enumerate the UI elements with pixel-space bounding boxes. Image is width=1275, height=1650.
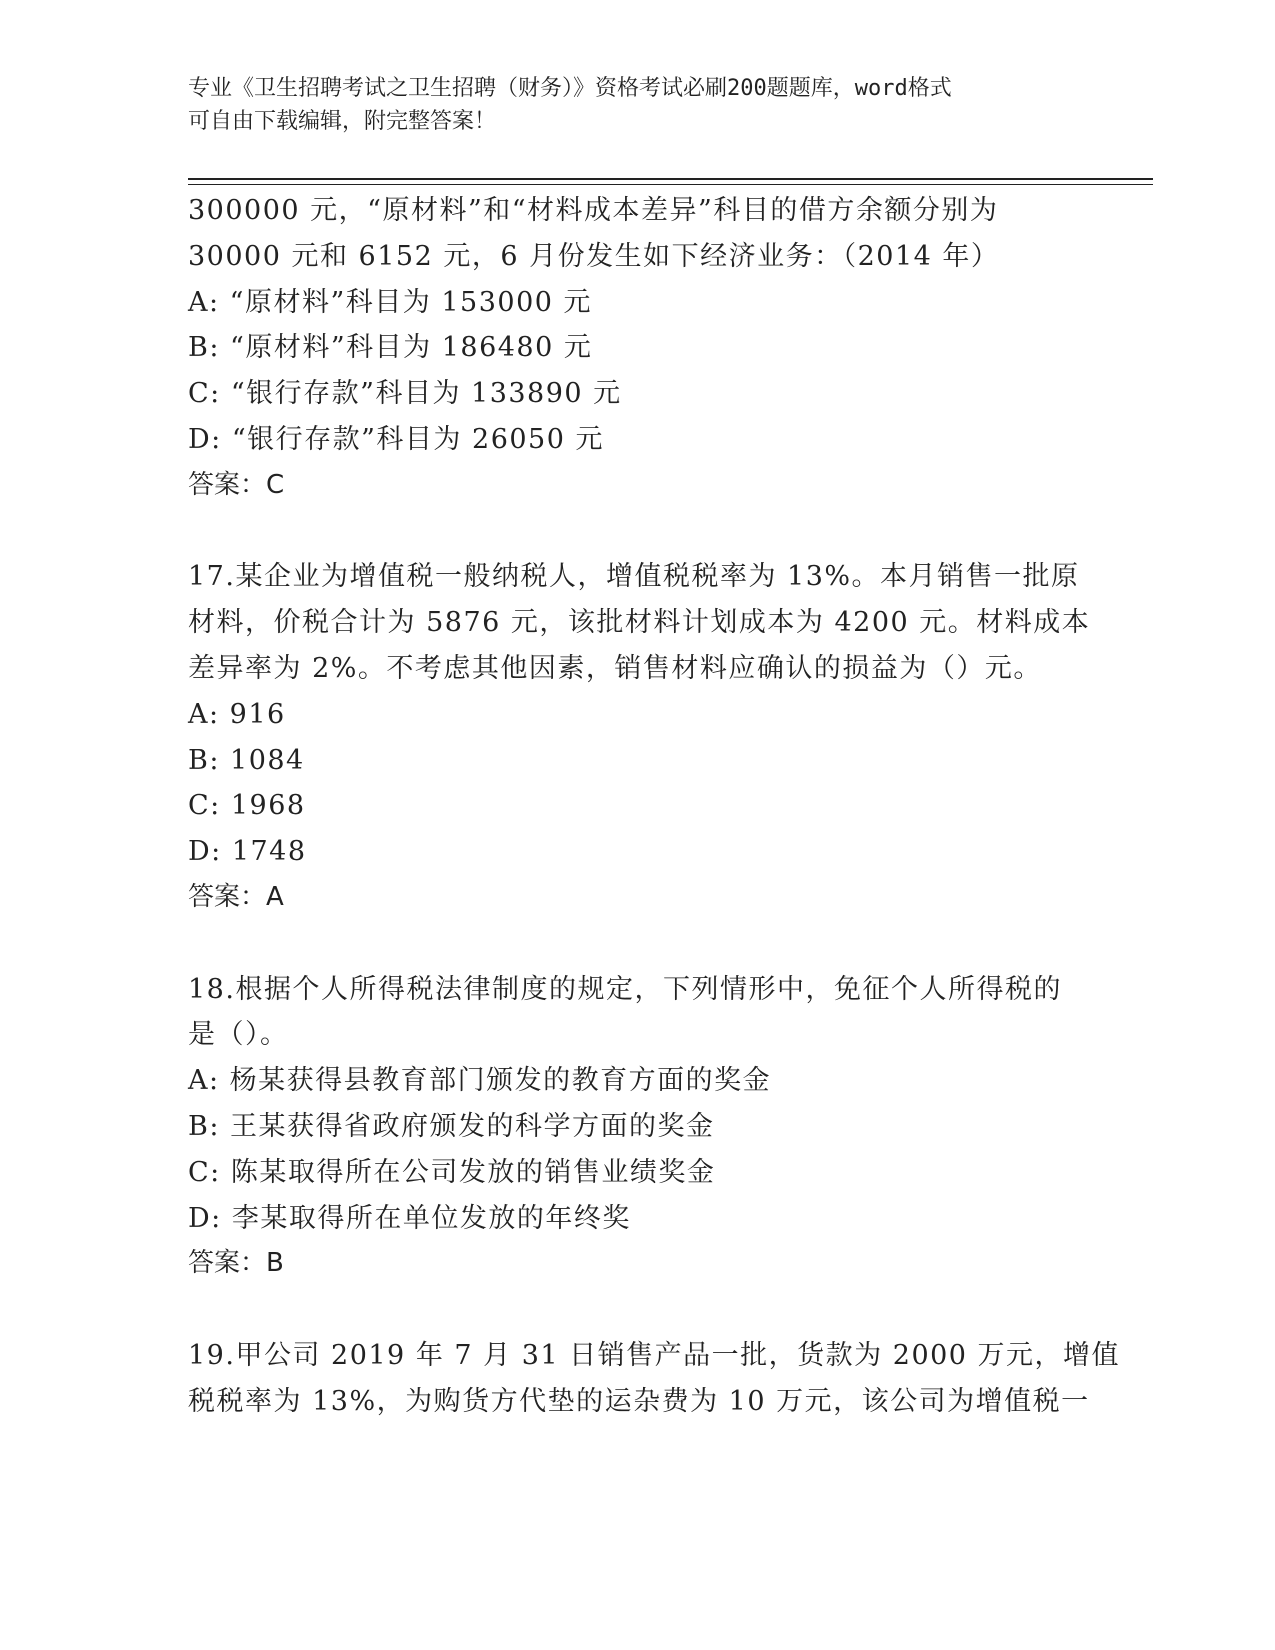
question-text-line: 材料，价税合计为 5876 元，该批材料计划成本为 4200 元。材料成本: [188, 607, 1091, 639]
spacer: [188, 509, 1088, 555]
question-block-17: [188, 554, 1091, 920]
header-rule-thick: [188, 178, 1153, 180]
spacer: [188, 921, 1088, 967]
option-c: C: “银行存款”科目为 133890 元: [188, 378, 622, 410]
spacer: [188, 1287, 1088, 1333]
option-a: A: 916: [188, 698, 286, 730]
question-text-line: 18.根据个人所得税法律制度的规定，下列情形中，免征个人所得税的: [188, 973, 1062, 1005]
question-text-line: 是（）。: [188, 1019, 289, 1051]
question-text-line: 税税率为 13%，为购货方代垫的运杂费为 10 万元，该公司为增值税一: [188, 1385, 1090, 1417]
option-c: C: 陈某取得所在公司发放的销售业绩奖金: [188, 1156, 716, 1188]
option-c: C: 1968: [188, 790, 306, 822]
question-text-line: 17.某企业为增值税一般纳税人，增值税税率为 13%。本月销售一批原: [188, 561, 1080, 593]
question-text-line: 差异率为 2%。不考虑其他因素，销售材料应确认的损益为（）元。: [188, 652, 1042, 684]
question-block-16: [188, 188, 1088, 509]
option-d: D: 李某取得所在单位发放的年终奖: [188, 1202, 631, 1234]
header-rule-thin: [188, 184, 1153, 185]
option-a: A: “原材料”科目为 153000 元: [188, 286, 593, 318]
answer-line: 答案：B: [188, 1248, 284, 1279]
question-block-18: [188, 967, 1088, 1288]
option-b: B: 1084: [188, 744, 305, 776]
question-text-line: 30000 元和 6152 元，6 月份发生如下经济业务：（2014 年）: [188, 240, 1000, 272]
answer-line: 答案：C: [188, 469, 285, 500]
question-text-line: 300000 元，“原材料”和“材料成本差异”科目的借方余额分别为: [188, 195, 999, 226]
header-title-line-1: 专业《卫生招聘考试之卫生招聘（财务）》资格考试必刷200题题库，word格式: [188, 76, 952, 101]
answer-line: 答案：A: [188, 881, 284, 912]
option-d: D: 1748: [188, 836, 307, 868]
option-b: B: 王某获得省政府颁发的科学方面的奖金: [188, 1110, 715, 1142]
question-list: [188, 188, 1121, 1425]
option-b: B: “原材料”科目为 186480 元: [188, 332, 593, 364]
option-d: D: “银行存款”科目为 26050 元: [188, 423, 604, 455]
question-text-line: 19.甲公司 2019 年 7 月 31 日销售产品一批，货款为 2000 万元，增值: [188, 1339, 1121, 1371]
option-a: A: 杨某获得县教育部门颁发的教育方面的奖金: [188, 1065, 772, 1097]
document-header: [188, 72, 1088, 138]
question-block-19: [188, 1333, 1121, 1425]
header-title-line-2: 可自由下载编辑，附完整答案！: [188, 109, 497, 134]
